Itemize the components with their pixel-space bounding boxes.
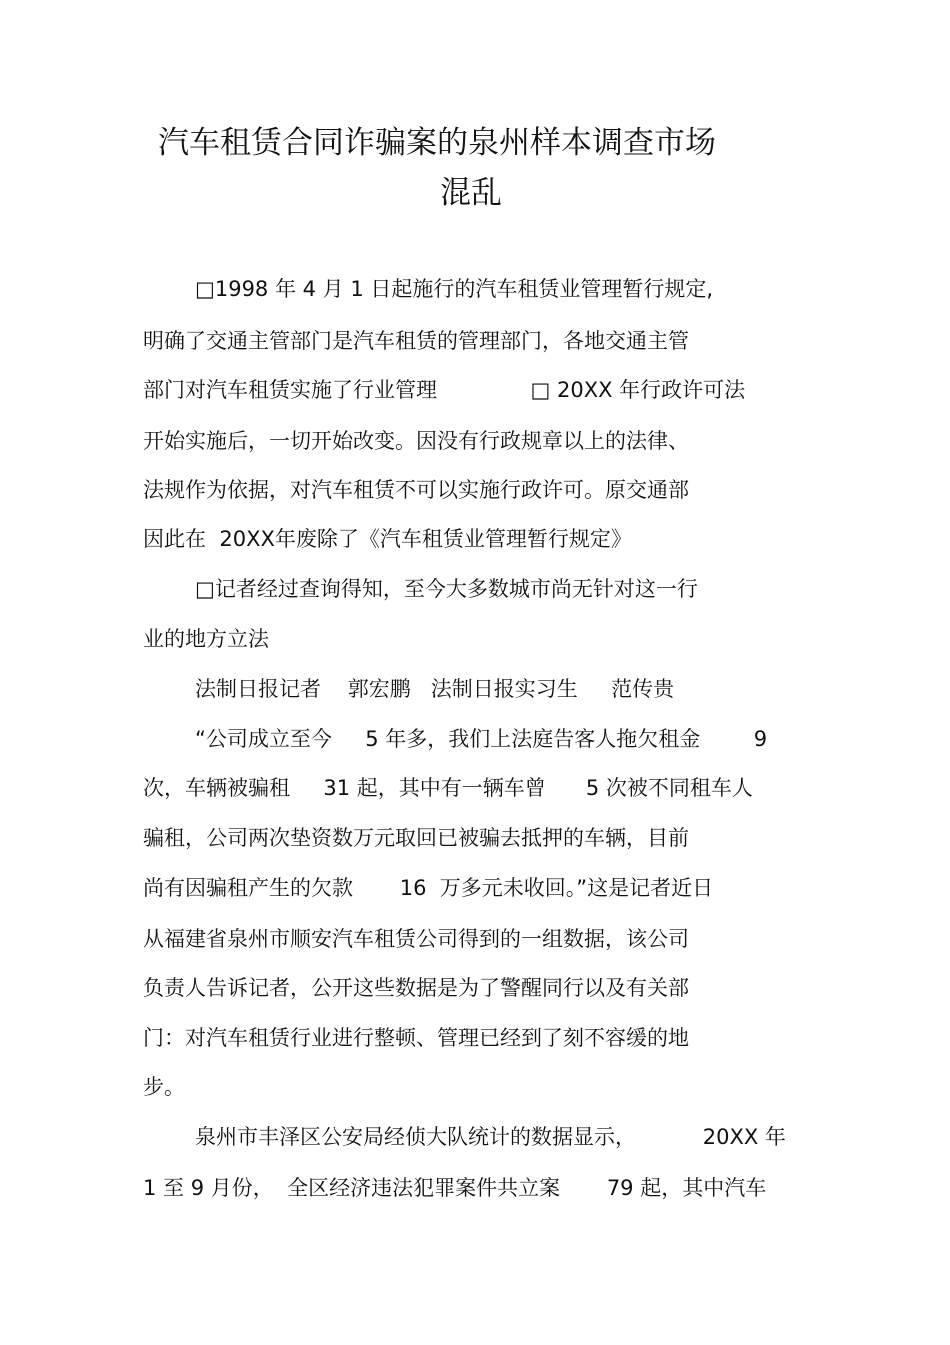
body-line: 因此在 20XX年废除了《汽车租赁业管理暂行规定》: [143, 527, 632, 551]
body-line: 部门对汽车租赁实施了行业管理 □ 20XX 年行政许可法: [143, 378, 746, 402]
body-line: 泉州市丰泽区公安局经侦大队统计的数据显示， 20XX 年: [195, 1125, 786, 1149]
body-line: □1998 年 4 月 1 日起施行的汽车租赁业管理暂行规定,: [195, 277, 714, 301]
body-line: 门：对汽车租赁行业进行整顿、管理已经到了刻不容缓的地: [143, 1026, 689, 1050]
title-line-1: 汽车租赁合同诈骗案的泉州样本调查市场: [158, 125, 716, 161]
body-line: 次，车辆被骗租 31 起，其中有一辆车曾 5 次被不同租车人: [143, 776, 753, 800]
byline: 法制日报记者 郭宏鹏 法制日报实习生 范传贵: [195, 677, 675, 701]
title-line-2: 混乱: [440, 175, 502, 211]
body-line: “公司成立至今 5 年多，我们上法庭告客人拖欠租金 9: [195, 727, 768, 751]
body-line: 尚有因骗租产生的欠款 16 万多元未收回。”这是记者近日: [143, 876, 714, 900]
body-line: 业的地方立法: [143, 627, 269, 651]
body-line: 步。: [143, 1075, 185, 1099]
body-line: 骗租，公司两次垫资数万元取回已被骗去抵押的车辆，目前: [143, 826, 689, 850]
body-line: 从福建省泉州市顺安汽车租赁公司得到的一组数据，该公司: [143, 927, 689, 951]
body-line: 法规作为依据，对汽车租赁不可以实施行政许可。原交通部: [143, 478, 689, 502]
body-line: □记者经过查询得知，至今大多数城市尚无针对这一行: [195, 577, 698, 601]
body-line: 明确了交通主管部门是汽车租赁的管理部门，各地交通主管: [143, 329, 689, 353]
body-line: 1 至 9 月份， 全区经济违法犯罪案件共立案 79 起，其中汽车: [143, 1176, 767, 1200]
body-line: 开始实施后，一切开始改变。因没有行政规章以上的法律、: [143, 429, 689, 453]
body-line: 负责人告诉记者，公开这些数据是为了警醒同行以及有关部: [143, 976, 689, 1000]
